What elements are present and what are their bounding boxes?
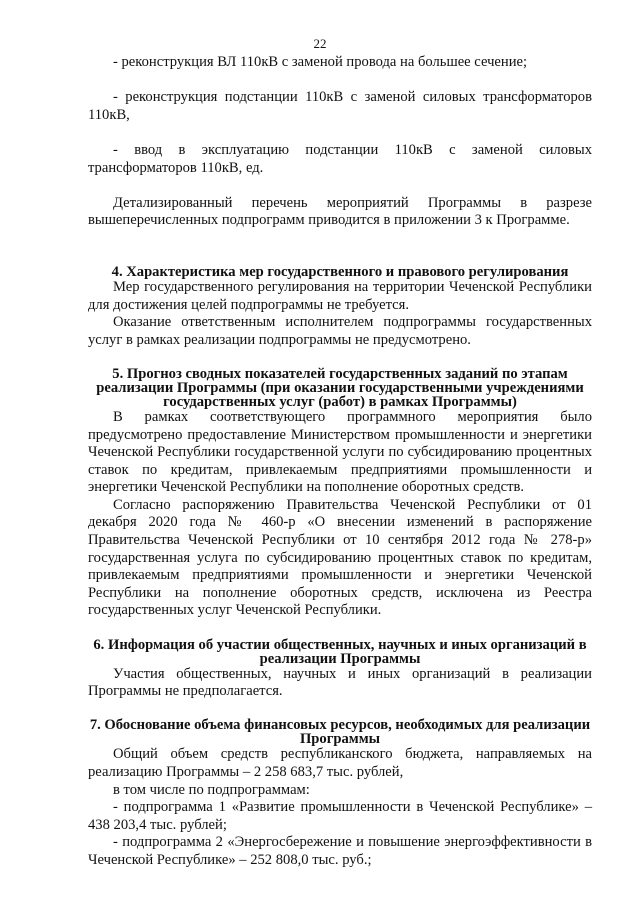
section-spacer (88, 230, 592, 265)
page-number: 22 (313, 36, 327, 51)
paragraph-spacer (88, 177, 592, 195)
paragraph: Мер государственного регулирования на территории Чеченской Республики для достижения целей подпрограммы не требуется. (88, 278, 592, 313)
paragraph: - реконструкция подстанции 110кВ с заменой силовых трансформаторов 110кВ, (88, 89, 592, 123)
paragraph: Общий объем средств республиканского бюджета, направляемых на реализацию Программы – 2 258 683,7 тыс. рублей, (88, 746, 592, 780)
paragraph: в том числе по подпрограммам: (113, 781, 310, 798)
paragraph: - подпрограмма 2 «Энергосбережение и повышение энергоэффективности в Чеченской Республике» – 252 808,0 тыс. руб.; (88, 834, 592, 868)
paragraph-spacer (88, 701, 592, 719)
section-heading: 5. Прогноз сводных показателей государственных заданий по этапам реализации Программы (при оказании государственными учреждениями государственных услуг (работ) в рамках Программы) (96, 365, 584, 410)
paragraph: - ввод в эксплуатацию подстанции 110кВ с заменой силовых трансформаторов 110кВ, ед. (88, 141, 592, 176)
section-heading: 6. Информация об участии общественных, научных и иных организаций в реализации Программы (93, 636, 587, 667)
paragraph-spacer (88, 72, 592, 90)
document-body (88, 54, 592, 870)
paragraph: Участия общественных, научных и иных организаций в реализации Программы не предполагается. (88, 665, 592, 700)
section-heading: 7. Обоснование объема финансовых ресурсов, необходимых для реализации Программы (89, 717, 591, 748)
paragraph: - подпрограмма 1 «Развитие промышленности в Чеченской Республике» – 438 203,4 тыс. рублей; (88, 799, 592, 833)
paragraph: В рамках соответствующего программного мероприятия было предусмотрено предоставление Министерством промышленности и энергетики Чеченской Республики государственной услуги по субсидированию процентных ставок по кредитам, привлекаемым предприятиями промышленности и энергетики Чеченской Республики на пополнение оборотных средств. (88, 408, 592, 496)
paragraph-spacer (88, 620, 592, 638)
paragraph-spacer (88, 124, 592, 142)
paragraph: - реконструкция ВЛ 110кВ с заменой провода на большее сечение; (113, 54, 528, 70)
paragraph: Детализированный перечень мероприятий Программы в разрезе вышеперечисленных подпрограмм приводится в приложении 3 к Программе. (88, 194, 592, 229)
paragraph-spacer (88, 349, 592, 367)
paragraph: Оказание ответственным исполнителем подпрограммы государственных услуг в рамках реализации подпрограммы не предусмотрено. (88, 314, 592, 348)
paragraph: Согласно распоряжению Правительства Чеченской Республики от 01 декабря 2020 года № 460-р «О внесении изменений в распоряжение Правительства Чеченской Республики от 10 сентября 2012 года № 278-р» государственная услуга по субсидированию процентных ставок по кредитам, привлекаемым предприятиями промышленности и энергетики Чеченской Республики на пополнение оборотных средств, исключена из Реестра государственных услуг Чеченской Республики. (88, 496, 592, 619)
section-heading: 4. Характеристика мер государственного и правового регулирования (111, 263, 569, 280)
